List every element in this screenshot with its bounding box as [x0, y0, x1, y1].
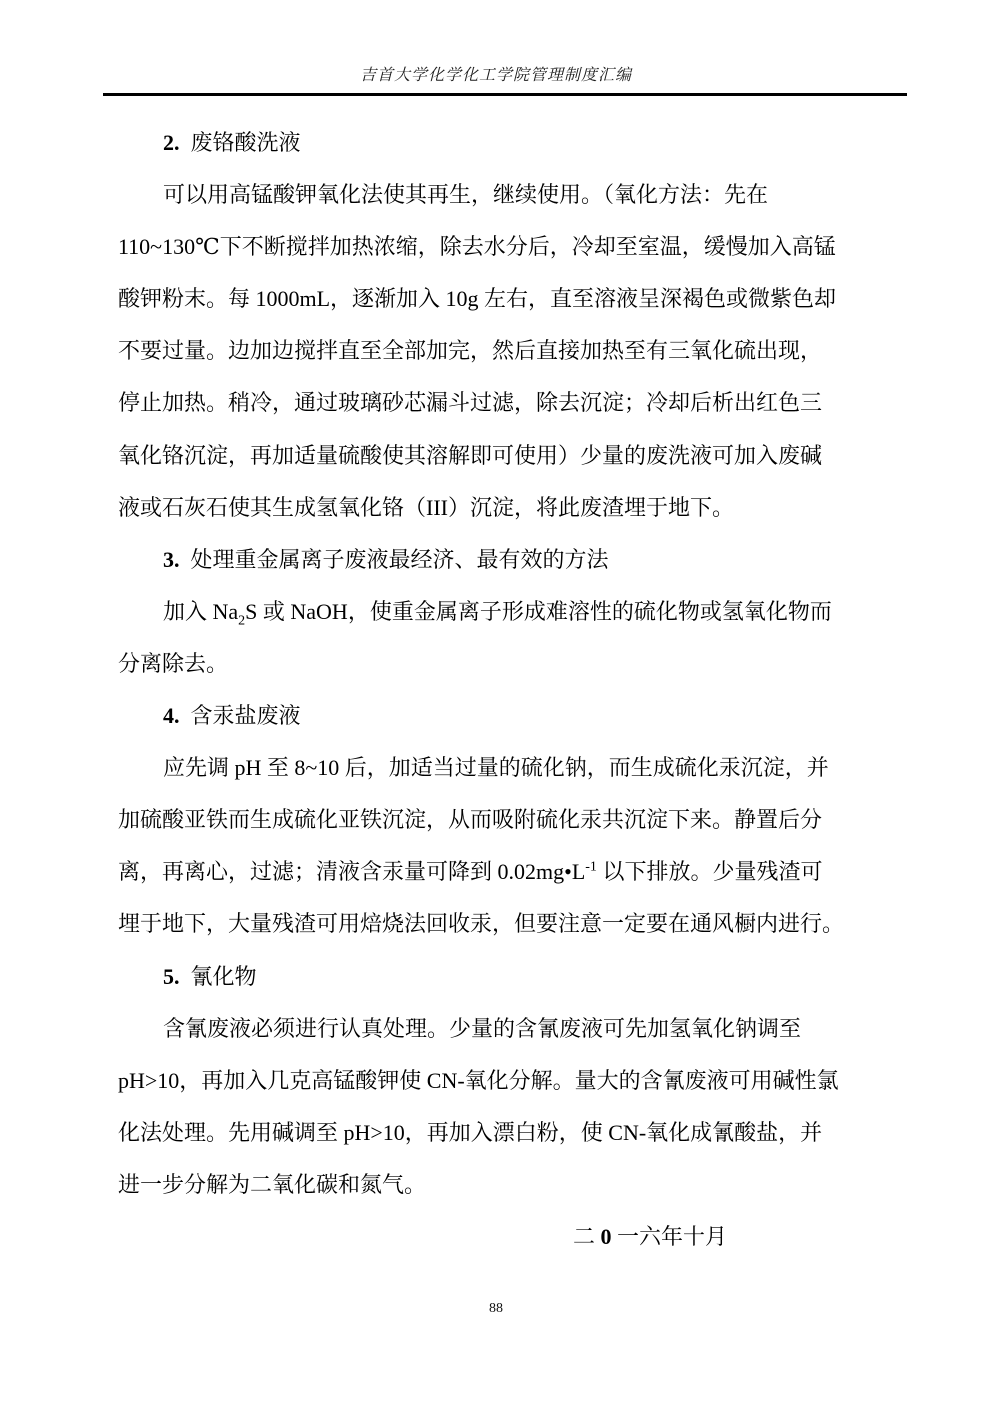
- header-rule: [103, 93, 907, 96]
- paragraph-line: 加硫酸亚铁而生成硫化亚铁沉淀，从而吸附硫化汞共沉淀下来。静置后分: [118, 807, 823, 833]
- section-heading-3: 3. 处理重金属离子废液最经济、最有效的方法: [163, 546, 609, 572]
- paragraph-line: 停止加热。稍冷，通过玻璃砂芯漏斗过滤，除去沉淀；冷却后析出红色三: [118, 390, 823, 416]
- document-body: [118, 117, 884, 1263]
- paragraph-line: 110~130℃下不断搅拌加热浓缩，除去水分后，冷却至室温，缓慢加入高锰: [118, 234, 836, 260]
- paragraph-line: pH>10，再加入几克高锰酸钾使 CN-氧化分解。量大的含氰废液可用碱性氯: [118, 1067, 839, 1093]
- paragraph-line: 液或石灰石使其生成氢氧化铬（III）沉淀，将此废渣埋于地下。: [118, 494, 734, 520]
- paragraph-line: 应先调 pH 至 8~10 后，加适当过量的硫化钠，而生成硫化汞沉淀，并: [163, 755, 829, 781]
- header-title: 吉首大学化学化工学院管理制度汇编: [359, 67, 632, 84]
- date-line: 二 0 一六年十月: [573, 1223, 728, 1249]
- paragraph-line: 可以用高锰酸钾氧化法使其再生，继续使用。（氧化方法：先在: [163, 182, 769, 208]
- paragraph-line: 酸钾粉末。每 1000mL，逐渐加入 10g 左右，直至溶液呈深褐色或微紫色却: [118, 286, 837, 312]
- paragraph-line: 进一步分解为二氧化碳和氮气。: [118, 1171, 427, 1197]
- paragraph-line: 化法处理。先用碱调至 pH>10，再加入漂白粉，使 CN-氧化成氰酸盐，并: [118, 1119, 823, 1145]
- paragraph-line: 氧化铬沉淀，再加适量硫酸使其溶解即可使用）少量的废洗液可加入废碱: [118, 442, 823, 468]
- paragraph-line: 不要过量。边加边搅拌直至全部加完，然后直接加热至有三氧化硫出现，: [118, 338, 823, 364]
- paragraph-line: 含氰废液必须进行认真处理。少量的含氰废液可先加氢氧化钠调至: [163, 1015, 802, 1041]
- paragraph-line: 加入 $Na_2S$ 或 NaOH，使重金属离子形成难溶性的硫化物或氢氧化物而: [163, 598, 832, 629]
- section-heading-4: 4. 含汞盐废液: [163, 703, 301, 729]
- paragraph-line: 埋于地下，大量残渣可用焙烧法回收汞，但要注意一定要在通风橱内进行。: [118, 911, 845, 937]
- section-heading-5: 5. 氰化物: [163, 963, 257, 989]
- paragraph-line: 分离除去。: [118, 650, 229, 676]
- paragraph-line: 离，再离心，过滤；清液含汞量可降到 $0.02mg•L^{-1}$ 以下排放。少量残渣可: [118, 859, 823, 885]
- section-heading-2: 2. 废铬酸洗液: [163, 130, 301, 155]
- page-number: 88: [489, 1301, 503, 1316]
